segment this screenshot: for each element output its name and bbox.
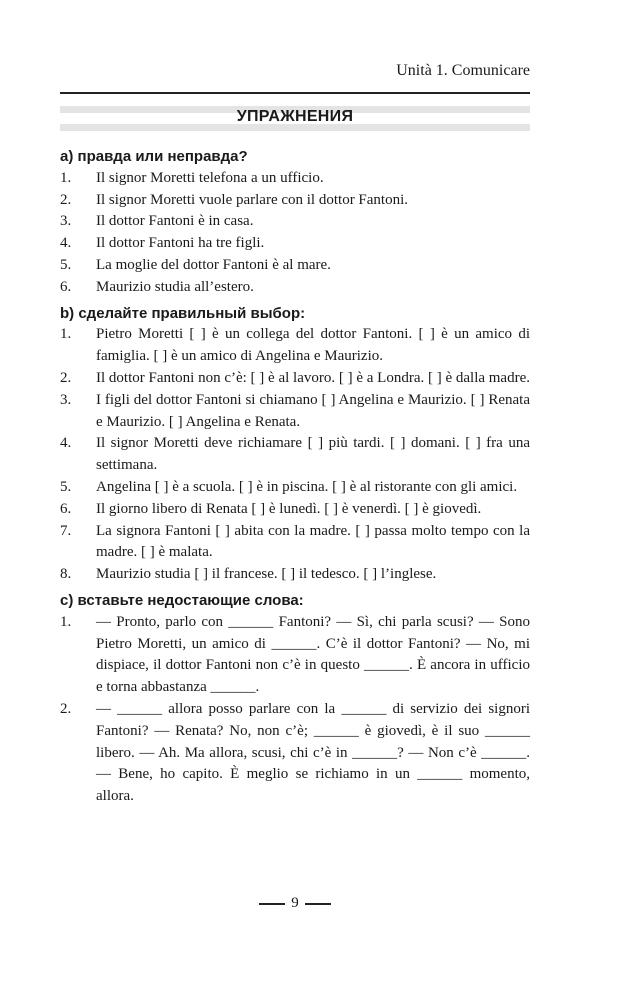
item-text: Il giorno libero di Renata [ ] è lunedì. [ ] è venerdì. [ ] è giovedì. <box>96 500 482 517</box>
footer-dash-left <box>259 903 285 905</box>
item-number: 5. <box>60 256 72 273</box>
page-title: УПРАЖНЕНИЯ <box>236 108 354 125</box>
item-text: Angelina [ ] è a scuola. [ ] è in piscina. [ ] è al ristorante con gli amici. <box>96 478 518 495</box>
item-text: Il dottor Fantoni è in casa. <box>96 213 254 230</box>
exercise-item <box>60 390 530 434</box>
exercise-item <box>60 211 530 233</box>
item-text: Il dottor Fantoni non c’è: [ ] è al lavoro. [ ] è a Londra. [ ] è dalla madre. <box>96 369 530 386</box>
item-number: 2. <box>60 191 72 208</box>
item-number: 6. <box>60 278 72 295</box>
exercise-section <box>60 146 530 299</box>
item-text: Il dottor Fantoni ha tre figli. <box>96 235 265 252</box>
running-head: Unità 1. Comunicare <box>396 62 530 79</box>
item-number: 1. <box>60 326 72 343</box>
section-heading: c) вставьте недостающие слова: <box>60 591 304 609</box>
exercise-item <box>60 564 530 586</box>
exercise-section <box>60 303 530 586</box>
exercise-item <box>60 233 530 255</box>
page-footer <box>60 895 530 912</box>
exercise-item <box>60 168 530 190</box>
title-band <box>60 106 530 131</box>
item-text: I figli del dottor Fantoni si chiamano [ ] Angelina e Maurizio. [ ] Renata e Maurizio. [ ] Angelina e Renata. <box>96 391 530 430</box>
exercise-item <box>60 499 530 521</box>
item-number: 4. <box>60 235 72 252</box>
item-number: 2. <box>60 700 72 717</box>
exercise-item <box>60 368 530 390</box>
item-number: 8. <box>60 566 72 583</box>
item-number: 6. <box>60 500 72 517</box>
item-number: 7. <box>60 522 72 539</box>
item-text: La signora Fantoni [ ] abita con la madre. [ ] passa molto tempo con la madre. [ ] è malata. <box>96 522 530 561</box>
item-number: 1. <box>60 613 72 630</box>
page-number: 9 <box>291 895 299 911</box>
item-number: 5. <box>60 478 72 495</box>
item-text: Il signor Moretti deve richiamare [ ] più tardi. [ ] domani. [ ] fra una settimana. <box>96 435 530 474</box>
item-text: Il signor Moretti vuole parlare con il dottor Fantoni. <box>96 191 409 208</box>
header-rule <box>60 92 530 94</box>
exercise-item <box>60 699 530 808</box>
exercise-item <box>60 477 530 499</box>
item-number: 3. <box>60 391 72 408</box>
exercise-item <box>60 521 530 565</box>
exercise-item <box>60 612 530 699</box>
section-heading: a) правда или неправда? <box>60 148 248 165</box>
item-number: 4. <box>60 435 72 452</box>
exercise-item <box>60 433 530 477</box>
item-number: 3. <box>60 213 72 230</box>
exercise-item <box>60 190 530 212</box>
item-text: — Pronto, parlo con ______ Fantoni? — Sì, chi parla scusi? — Sono Pietro Moretti, un amico di ______. C’è il dottor Fantoni? — No, mi dispiace, il dottor Fantoni non c’è in questo ______. È ancora in ufficio e torna abbastanza ______. <box>96 613 530 696</box>
exercise-item <box>60 255 530 277</box>
footer-dash-right <box>305 903 331 905</box>
item-text: Maurizio studia [ ] il francese. [ ] il tedesco. [ ] l’inglese. <box>96 566 437 583</box>
item-text: Maurizio studia all’estero. <box>96 278 254 295</box>
item-number: 1. <box>60 169 72 186</box>
exercise-item <box>60 324 530 368</box>
section-heading: b) сделайте правильный выбор: <box>60 304 306 322</box>
exercise-item <box>60 277 530 299</box>
exercises <box>60 144 530 812</box>
item-text: — ______ allora posso parlare con la ______ di servizio dei signori Fantoni? — Renata? No, non c’è; ______ è giovedì, è il suo ______ libero. — Ah. Ma allora, scusi, chi c’è in ______? — Non c’è ______. — Bene, ho capito. È meglio se richiamo in un ______ momento, allora. <box>96 700 530 805</box>
item-text: La moglie del dottor Fantoni è al mare. <box>96 256 331 273</box>
exercise-section <box>60 590 530 808</box>
item-text: Il signor Moretti telefona a un ufficio. <box>96 169 324 186</box>
item-number: 2. <box>60 369 72 386</box>
item-text: Pietro Moretti [ ] è un collega del dottor Fantoni. [ ] è un amico di famiglia. [ ] è un amico di Angelina e Maurizio. <box>96 326 530 365</box>
